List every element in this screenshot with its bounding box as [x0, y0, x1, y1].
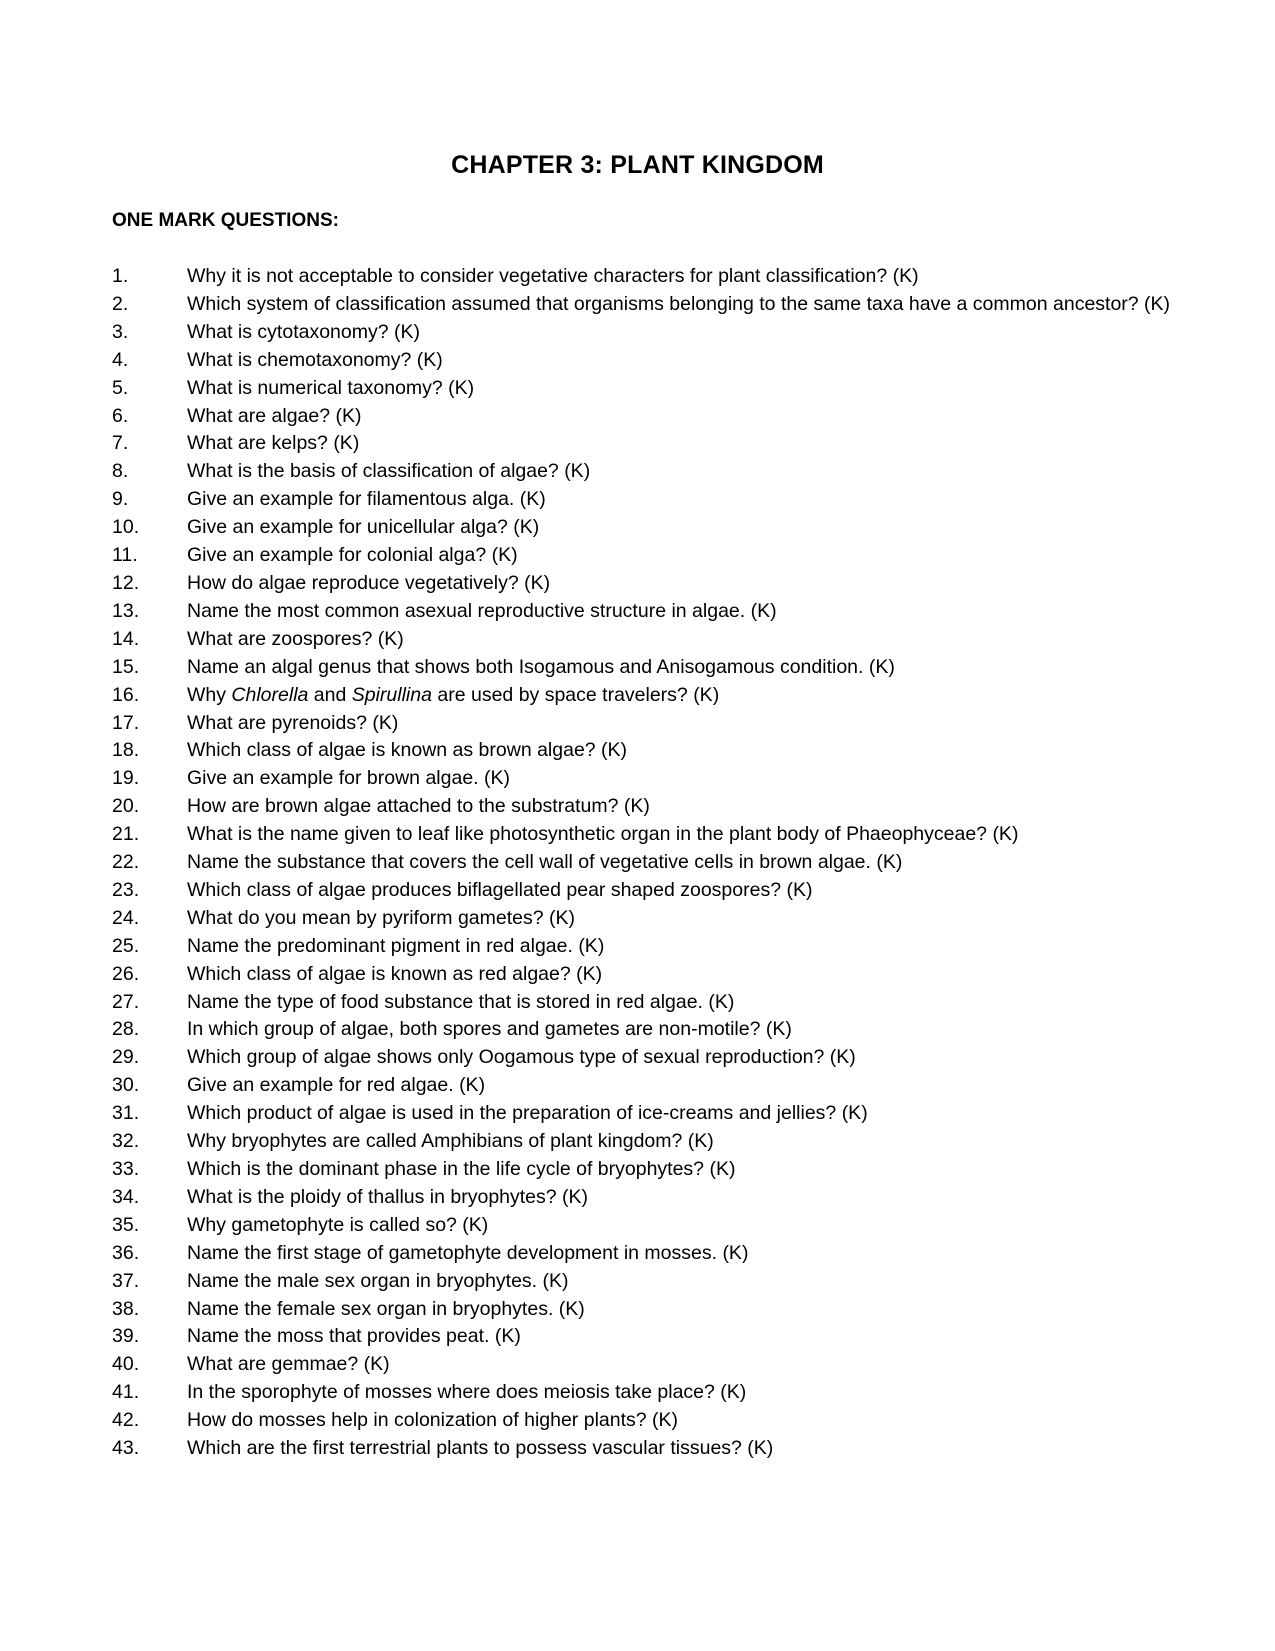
- question-number: 34.: [112, 1185, 140, 1208]
- question-item: [112, 1268, 1172, 1296]
- question-text: What is the basis of classification of algae? (K): [187, 460, 591, 483]
- question-text: Why bryophytes are called Amphibians of plant kingdom? (K): [187, 1130, 714, 1153]
- question-item: [112, 737, 1172, 765]
- question-number: 11.: [112, 544, 138, 567]
- question-item: [112, 1016, 1172, 1044]
- question-item: [112, 570, 1172, 598]
- question-text-italic: Chlorella: [231, 683, 309, 706]
- question-number: 5.: [112, 376, 129, 399]
- question-number: 18.: [112, 739, 140, 762]
- question-text: What are zoospores? (K): [187, 627, 404, 650]
- question-text: Give an example for red algae. (K): [187, 1074, 486, 1097]
- question-item: [112, 961, 1172, 989]
- question-item: [112, 1044, 1172, 1072]
- question-number: 19.: [112, 767, 140, 790]
- question-number: 23.: [112, 878, 140, 901]
- question-item: [112, 793, 1172, 821]
- question-text: How do algae reproduce vegetatively? (K): [187, 571, 551, 594]
- question-item: [112, 1240, 1172, 1268]
- question-number: 21.: [112, 823, 140, 846]
- question-text: In which group of algae, both spores and gametes are non-motile? (K): [187, 1018, 792, 1041]
- question-text: What are gemmae? (K): [187, 1353, 390, 1376]
- question-number: 37.: [112, 1269, 140, 1292]
- question-text-segment: Why: [187, 683, 232, 706]
- question-item: [112, 1072, 1172, 1100]
- question-list: [112, 263, 1172, 1463]
- question-number: 16.: [112, 683, 140, 706]
- question-item: [112, 765, 1172, 793]
- question-text: What do you mean by pyriform gametes? (K): [187, 906, 575, 929]
- question-item: [112, 1212, 1172, 1240]
- question-text: Name the substance that covers the cell wall of vegetative cells in brown algae. (K): [187, 851, 903, 874]
- question-item: [112, 1435, 1172, 1463]
- question-item: [112, 403, 1172, 431]
- question-item: [112, 1323, 1172, 1351]
- question-number: 43.: [112, 1437, 140, 1460]
- question-item: [112, 905, 1172, 933]
- question-text: Name the most common asexual reproductive structure in algae. (K): [187, 599, 777, 622]
- question-item: [112, 263, 1172, 291]
- question-text: Which class of algae produces biflagellated pear shaped zoospores? (K): [187, 878, 813, 901]
- question-item: [112, 1128, 1172, 1156]
- question-item: [112, 486, 1172, 514]
- question-text: What is cytotaxonomy? (K): [187, 320, 420, 343]
- question-text: How do mosses help in colonization of higher plants? (K): [187, 1409, 679, 1432]
- question-item: [112, 347, 1172, 375]
- question-item: [112, 989, 1172, 1017]
- question-number: 8.: [112, 460, 129, 483]
- question-text: Why gametophyte is called so? (K): [187, 1213, 489, 1236]
- question-number: 27.: [112, 990, 140, 1013]
- question-text: Give an example for unicellular alga? (K): [187, 516, 540, 539]
- question-item: [112, 375, 1172, 403]
- question-text: Which are the first terrestrial plants to possess vascular tissues? (K): [187, 1437, 774, 1460]
- question-number: 14.: [112, 627, 140, 650]
- question-item: [112, 821, 1172, 849]
- question-number: 4.: [112, 348, 129, 371]
- chapter-title: CHAPTER 3: PLANT KINGDOM: [451, 151, 824, 179]
- question-item: [112, 654, 1172, 682]
- question-text: What is numerical taxonomy? (K): [187, 376, 475, 399]
- question-number: 25.: [112, 934, 140, 957]
- question-text-segment: are used by space travelers? (K): [431, 683, 720, 706]
- question-item: [112, 542, 1172, 570]
- question-number: 17.: [112, 711, 140, 734]
- question-number: 41.: [112, 1381, 140, 1404]
- question-number: 31.: [112, 1102, 140, 1125]
- question-number: 32.: [112, 1130, 140, 1153]
- question-text: What is the name given to leaf like photosynthetic organ in the plant body of Phaeophyceae? (K): [187, 823, 1019, 846]
- question-text-italic: Spirullina: [351, 683, 432, 706]
- question-number: 29.: [112, 1046, 140, 1069]
- question-number: 15.: [112, 655, 140, 678]
- question-item: [112, 430, 1172, 458]
- question-text: What are algae? (K): [187, 404, 362, 427]
- question-item: [112, 1351, 1172, 1379]
- question-text: Name the predominant pigment in red algae. (K): [187, 934, 605, 957]
- question-text: Which class of algae is known as brown algae? (K): [187, 739, 628, 762]
- question-item: [112, 1184, 1172, 1212]
- question-number: 40.: [112, 1353, 140, 1376]
- question-number: 2.: [112, 292, 129, 315]
- question-text: Give an example for brown algae. (K): [187, 767, 510, 790]
- question-item: [112, 1407, 1172, 1435]
- question-text: Name the male sex organ in bryophytes. (K): [187, 1269, 569, 1292]
- question-item: [112, 1379, 1172, 1407]
- question-number: 13.: [112, 599, 140, 622]
- question-item: [112, 682, 1172, 710]
- question-number: 35.: [112, 1213, 140, 1236]
- question-number: 1.: [112, 265, 129, 287]
- question-number: 3.: [112, 320, 129, 343]
- question-number: 9.: [112, 488, 129, 511]
- section-heading: ONE MARK QUESTIONS:: [112, 210, 339, 231]
- question-text: How are brown algae attached to the substratum? (K): [187, 795, 650, 818]
- question-text: Name the moss that provides peat. (K): [187, 1325, 521, 1348]
- question-item: [112, 458, 1172, 486]
- question-item: [112, 1156, 1172, 1184]
- question-text: Which is the dominant phase in the life cycle of bryophytes? (K): [187, 1158, 736, 1180]
- question-item: [112, 1100, 1172, 1128]
- question-item: [112, 626, 1172, 654]
- question-text: Which class of algae is known as red algae? (K): [187, 962, 603, 985]
- question-number: 30.: [112, 1074, 140, 1097]
- question-number: 38.: [112, 1297, 140, 1320]
- question-number: 26.: [112, 962, 140, 985]
- question-item: [112, 598, 1172, 626]
- question-text: Name the first stage of gametophyte development in mosses. (K): [187, 1241, 749, 1264]
- question-item: [112, 1296, 1172, 1324]
- question-number: 20.: [112, 795, 140, 818]
- question-number: 36.: [112, 1241, 140, 1264]
- question-item: [112, 849, 1172, 877]
- question-item: [112, 710, 1172, 738]
- question-item: [112, 933, 1172, 961]
- question-number: 39.: [112, 1325, 140, 1348]
- question-text: Name an algal genus that shows both Isogamous and Anisogamous condition. (K): [187, 655, 895, 678]
- question-number: 7.: [112, 432, 129, 455]
- question-number: 24.: [112, 906, 140, 929]
- question-text: What are pyrenoids? (K): [187, 711, 399, 734]
- question-number: 6.: [112, 404, 129, 427]
- question-text: Which product of algae is used in the preparation of ice-creams and jellies? (K): [187, 1102, 868, 1125]
- question-text: [187, 682, 1172, 710]
- question-text: Give an example for filamentous alga. (K): [187, 488, 546, 511]
- question-number: 22.: [112, 851, 140, 874]
- question-item: [112, 514, 1172, 542]
- question-number: 10.: [112, 516, 140, 539]
- question-number: 28.: [112, 1018, 140, 1041]
- question-text: What is the ploidy of thallus in bryophytes? (K): [187, 1185, 589, 1208]
- question-item: [112, 877, 1172, 905]
- question-number: 12.: [112, 571, 140, 594]
- question-text: Name the female sex organ in bryophytes. (K): [187, 1297, 585, 1320]
- question-text: Which system of classification assumed that organisms belonging to the same taxa have a common ancestor? (K): [187, 292, 1171, 315]
- question-text: Give an example for colonial alga? (K): [187, 544, 518, 567]
- question-text: In the sporophyte of mosses where does meiosis take place? (K): [187, 1381, 747, 1404]
- question-text: What are kelps? (K): [187, 432, 360, 455]
- question-number: 42.: [112, 1409, 140, 1432]
- question-text: What is chemotaxonomy? (K): [187, 348, 443, 371]
- question-text: Name the type of food substance that is stored in red algae. (K): [187, 990, 735, 1013]
- question-number: 33.: [112, 1158, 140, 1180]
- question-text: Which group of algae shows only Oogamous type of sexual reproduction? (K): [187, 1046, 856, 1069]
- question-text-segment: and: [308, 683, 352, 706]
- question-item: [112, 319, 1172, 347]
- question-text: Why it is not acceptable to consider vegetative characters for plant classification? (K): [187, 265, 919, 287]
- question-item: [112, 291, 1172, 319]
